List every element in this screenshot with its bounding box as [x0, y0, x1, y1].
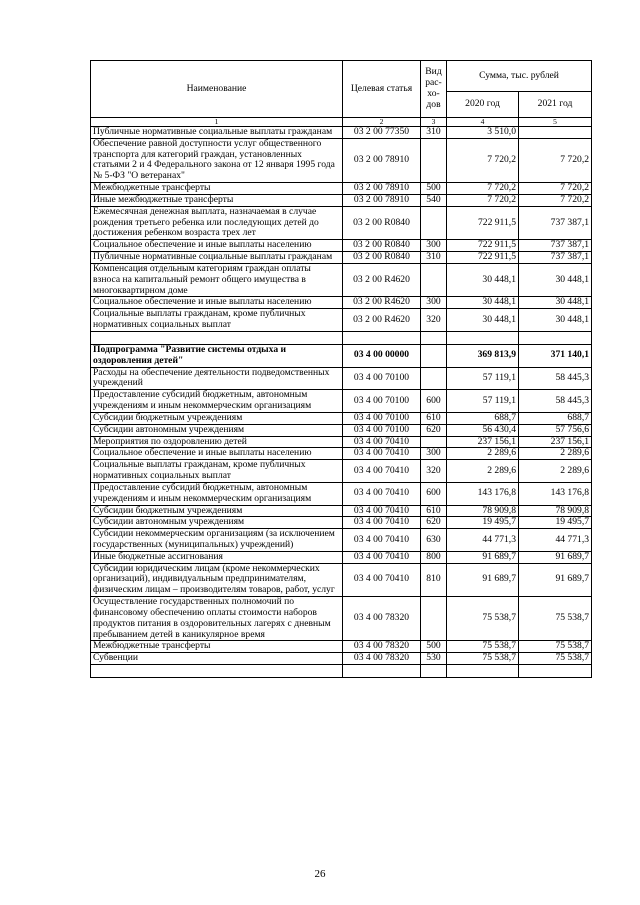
row-amount-2020: 56 430,4 — [447, 424, 519, 436]
column-index: 1 — [91, 118, 343, 127]
table-body — [91, 127, 592, 678]
table-row — [91, 436, 592, 448]
row-amount-2020: 44 771,3 — [447, 529, 519, 552]
row-expense-kind — [421, 206, 447, 239]
row-target-code: 03 4 00 70410 — [343, 460, 421, 483]
row-expense-kind: 320 — [421, 309, 447, 332]
row-name: Подпрограмма "Развитие системы отдыха и оздоровления детей" — [91, 344, 343, 367]
row-amount-2021: 75 538,7 — [519, 653, 592, 665]
row-amount-2021 — [519, 665, 592, 678]
row-amount-2021: 91 689,7 — [519, 563, 592, 596]
table-row — [91, 665, 592, 678]
row-expense-kind — [421, 665, 447, 678]
row-name: Осуществление государственных полномочий по финансовому обеспечению оплаты стоимости наборов продуктов питания в оздоровительных лагерях с дневным пребыванием детей в каникулярное время — [91, 597, 343, 641]
row-target-code: 03 4 00 70100 — [343, 390, 421, 413]
row-target-code: 03 4 00 78320 — [343, 597, 421, 641]
row-name: Субсидии автономным учреждениям — [91, 517, 343, 529]
row-name: Субвенции — [91, 653, 343, 665]
row-name: Социальное обеспечение и иные выплаты населению — [91, 448, 343, 460]
column-index: 5 — [519, 118, 592, 127]
row-amount-2020: 722 911,5 — [447, 240, 519, 252]
row-name: Субсидии автономным учреждениям — [91, 424, 343, 436]
row-amount-2020: 57 119,1 — [447, 390, 519, 413]
row-amount-2021: 7 720,2 — [519, 138, 592, 182]
row-amount-2020: 3 510,0 — [447, 127, 519, 139]
row-amount-2020: 369 813,9 — [447, 344, 519, 367]
row-target-code: 03 2 00 R4620 — [343, 309, 421, 332]
row-amount-2021: 237 156,1 — [519, 436, 592, 448]
row-target-code: 03 4 00 70410 — [343, 551, 421, 563]
row-name: Межбюджетные трансферты — [91, 641, 343, 653]
row-amount-2021: 58 445,3 — [519, 390, 592, 413]
table-row — [91, 563, 592, 596]
row-amount-2021: 7 720,2 — [519, 183, 592, 195]
row-target-code: 03 4 00 70410 — [343, 517, 421, 529]
row-amount-2020: 2 289,6 — [447, 460, 519, 483]
row-expense-kind: 300 — [421, 448, 447, 460]
row-expense-kind: 620 — [421, 517, 447, 529]
row-expense-kind: 300 — [421, 240, 447, 252]
row-expense-kind: 600 — [421, 482, 447, 505]
row-amount-2020: 75 538,7 — [447, 641, 519, 653]
row-amount-2020: 91 689,7 — [447, 563, 519, 596]
header-year-2021: 2021 год — [519, 92, 592, 118]
row-amount-2021: 688,7 — [519, 412, 592, 424]
row-name: Публичные нормативные социальные выплаты гражданам — [91, 127, 343, 139]
row-name: Социальные выплаты гражданам, кроме публичных нормативных социальных выплат — [91, 309, 343, 332]
row-expense-kind: 530 — [421, 653, 447, 665]
table-row — [91, 653, 592, 665]
row-expense-kind — [421, 436, 447, 448]
row-target-code: 03 2 00 R0840 — [343, 252, 421, 264]
row-amount-2021: 58 445,3 — [519, 367, 592, 390]
row-amount-2021: 30 448,1 — [519, 263, 592, 296]
row-name: Предоставление субсидий бюджетным, автономным учреждениям и иным некоммерческим организациям — [91, 482, 343, 505]
table-row — [91, 206, 592, 239]
row-amount-2020: 78 909,8 — [447, 505, 519, 517]
row-amount-2020: 237 156,1 — [447, 436, 519, 448]
table-row — [91, 505, 592, 517]
row-target-code: 03 2 00 R0840 — [343, 206, 421, 239]
row-expense-kind — [421, 597, 447, 641]
row-amount-2021: 78 909,8 — [519, 505, 592, 517]
row-amount-2020 — [447, 665, 519, 678]
row-expense-kind — [421, 138, 447, 182]
row-amount-2021 — [519, 127, 592, 139]
row-amount-2021: 75 538,7 — [519, 641, 592, 653]
budget-table — [90, 60, 592, 678]
row-name: Социальное обеспечение и иные выплаты населению — [91, 297, 343, 309]
row-target-code: 03 4 00 78320 — [343, 653, 421, 665]
table-row — [91, 194, 592, 206]
row-amount-2020: 19 495,7 — [447, 517, 519, 529]
row-expense-kind: 310 — [421, 127, 447, 139]
table-row — [91, 344, 592, 367]
row-name: Иные бюджетные ассигнования — [91, 551, 343, 563]
row-amount-2020: 30 448,1 — [447, 263, 519, 296]
table-row — [91, 390, 592, 413]
table-row — [91, 127, 592, 139]
row-target-code: 03 4 00 70410 — [343, 436, 421, 448]
table-row — [91, 517, 592, 529]
row-amount-2020 — [447, 331, 519, 344]
row-name: Ежемесячная денежная выплата, назначаемая в случае рождения третьего ребенка или последующих детей до достижения ребенком возраста трех лет — [91, 206, 343, 239]
row-target-code — [343, 331, 421, 344]
row-amount-2020: 688,7 — [447, 412, 519, 424]
row-expense-kind: 600 — [421, 390, 447, 413]
row-target-code: 03 2 00 78910 — [343, 194, 421, 206]
header-target: Целевая статья — [343, 61, 421, 118]
column-index: 4 — [447, 118, 519, 127]
row-target-code: 03 4 00 70410 — [343, 529, 421, 552]
table-row — [91, 240, 592, 252]
row-expense-kind: 610 — [421, 412, 447, 424]
row-name — [91, 665, 343, 678]
row-target-code: 03 2 00 R0840 — [343, 240, 421, 252]
row-amount-2021: 371 140,1 — [519, 344, 592, 367]
row-amount-2021: 30 448,1 — [519, 297, 592, 309]
page-number: 26 — [314, 868, 326, 880]
table-row — [91, 412, 592, 424]
row-target-code: 03 2 00 78910 — [343, 183, 421, 195]
row-amount-2020: 2 289,6 — [447, 448, 519, 460]
row-target-code: 03 4 00 78320 — [343, 641, 421, 653]
row-target-code: 03 4 00 70100 — [343, 367, 421, 390]
row-amount-2020: 7 720,2 — [447, 194, 519, 206]
row-name: Социальное обеспечение и иные выплаты населению — [91, 240, 343, 252]
row-target-code: 03 4 00 70410 — [343, 482, 421, 505]
row-amount-2021 — [519, 331, 592, 344]
column-index: 2 — [343, 118, 421, 127]
column-index: 3 — [421, 118, 447, 127]
table-row — [91, 331, 592, 344]
row-amount-2021: 737 387,1 — [519, 206, 592, 239]
row-name: Компенсация отдельным категориям граждан оплаты взноса на капитальный ремонт общего имущества в многоквартирном доме — [91, 263, 343, 296]
header-year-2020: 2020 год — [447, 92, 519, 118]
row-name: Обеспечение равной доступности услуг общественного транспорта для категорий граждан, установленных статьями 2 и 4 Федерального закона от 12 января 1995 года № 5-ФЗ "О ветеранах" — [91, 138, 343, 182]
row-target-code: 03 2 00 77350 — [343, 127, 421, 139]
row-amount-2020: 7 720,2 — [447, 183, 519, 195]
row-amount-2020: 75 538,7 — [447, 597, 519, 641]
table-row — [91, 551, 592, 563]
row-expense-kind — [421, 344, 447, 367]
row-target-code: 03 4 00 00000 — [343, 344, 421, 367]
row-amount-2021: 19 495,7 — [519, 517, 592, 529]
row-expense-kind: 620 — [421, 424, 447, 436]
table-row — [91, 448, 592, 460]
row-name: Расходы на обеспечение деятельности подведомственных учреждений — [91, 367, 343, 390]
row-target-code: 03 4 00 70410 — [343, 505, 421, 517]
table-row — [91, 138, 592, 182]
table-row — [91, 460, 592, 483]
header-sum: Сумма, тыс. рублей — [447, 61, 592, 92]
row-expense-kind: 500 — [421, 641, 447, 653]
row-target-code: 03 4 00 70410 — [343, 563, 421, 596]
row-amount-2020: 57 119,1 — [447, 367, 519, 390]
table-row — [91, 597, 592, 641]
header-kind: Вид рас-хо-дов — [421, 61, 447, 118]
row-target-code: 03 2 00 78910 — [343, 138, 421, 182]
row-amount-2021: 44 771,3 — [519, 529, 592, 552]
row-expense-kind: 320 — [421, 460, 447, 483]
row-expense-kind: 800 — [421, 551, 447, 563]
row-target-code: 03 2 00 R4620 — [343, 297, 421, 309]
row-amount-2021: 75 538,7 — [519, 597, 592, 641]
row-amount-2021: 737 387,1 — [519, 252, 592, 264]
table-row — [91, 641, 592, 653]
table-row — [91, 297, 592, 309]
row-name: Иные межбюджетные трансферты — [91, 194, 343, 206]
row-amount-2021: 91 689,7 — [519, 551, 592, 563]
row-amount-2020: 7 720,2 — [447, 138, 519, 182]
row-expense-kind: 300 — [421, 297, 447, 309]
table-row — [91, 183, 592, 195]
row-name: Субсидии некоммерческим организациям (за исключением государственных (муниципальных) учреждений) — [91, 529, 343, 552]
row-name: Субсидии бюджетным учреждениям — [91, 505, 343, 517]
row-target-code — [343, 665, 421, 678]
row-expense-kind: 610 — [421, 505, 447, 517]
row-expense-kind — [421, 367, 447, 390]
table-row — [91, 424, 592, 436]
row-amount-2020: 30 448,1 — [447, 309, 519, 332]
row-name: Предоставление субсидий бюджетным, автономным учреждениям и иным некоммерческим организациям — [91, 390, 343, 413]
row-amount-2020: 75 538,7 — [447, 653, 519, 665]
row-expense-kind: 500 — [421, 183, 447, 195]
row-name: Субсидии бюджетным учреждениям — [91, 412, 343, 424]
table-row — [91, 482, 592, 505]
row-name: Социальные выплаты гражданам, кроме публичных нормативных социальных выплат — [91, 460, 343, 483]
row-expense-kind: 310 — [421, 252, 447, 264]
row-name: Субсидии юридическим лицам (кроме некоммерческих организаций), индивидуальным предпринимателям, физическим лицам – производителям товаров, работ, услуг — [91, 563, 343, 596]
row-expense-kind — [421, 263, 447, 296]
row-expense-kind: 540 — [421, 194, 447, 206]
table-row — [91, 529, 592, 552]
row-target-code: 03 4 00 70100 — [343, 412, 421, 424]
row-amount-2020: 143 176,8 — [447, 482, 519, 505]
row-amount-2021: 2 289,6 — [519, 460, 592, 483]
row-amount-2020: 91 689,7 — [447, 551, 519, 563]
table-row — [91, 252, 592, 264]
row-amount-2020: 722 911,5 — [447, 206, 519, 239]
row-expense-kind: 810 — [421, 563, 447, 596]
row-amount-2020: 722 911,5 — [447, 252, 519, 264]
row-amount-2020: 30 448,1 — [447, 297, 519, 309]
row-name: Публичные нормативные социальные выплаты гражданам — [91, 252, 343, 264]
row-amount-2021: 143 176,8 — [519, 482, 592, 505]
row-amount-2021: 2 289,6 — [519, 448, 592, 460]
row-expense-kind — [421, 331, 447, 344]
row-target-code: 03 4 00 70100 — [343, 424, 421, 436]
row-target-code: 03 2 00 R4620 — [343, 263, 421, 296]
row-name: Мероприятия по оздоровлению детей — [91, 436, 343, 448]
row-name: Межбюджетные трансферты — [91, 183, 343, 195]
table-row — [91, 309, 592, 332]
row-target-code: 03 4 00 70410 — [343, 448, 421, 460]
row-amount-2021: 30 448,1 — [519, 309, 592, 332]
row-expense-kind: 630 — [421, 529, 447, 552]
table-row — [91, 263, 592, 296]
row-amount-2021: 57 756,6 — [519, 424, 592, 436]
row-amount-2021: 737 387,1 — [519, 240, 592, 252]
row-amount-2021: 7 720,2 — [519, 194, 592, 206]
header-name: Наименование — [91, 61, 343, 118]
table-row — [91, 367, 592, 390]
row-name — [91, 331, 343, 344]
